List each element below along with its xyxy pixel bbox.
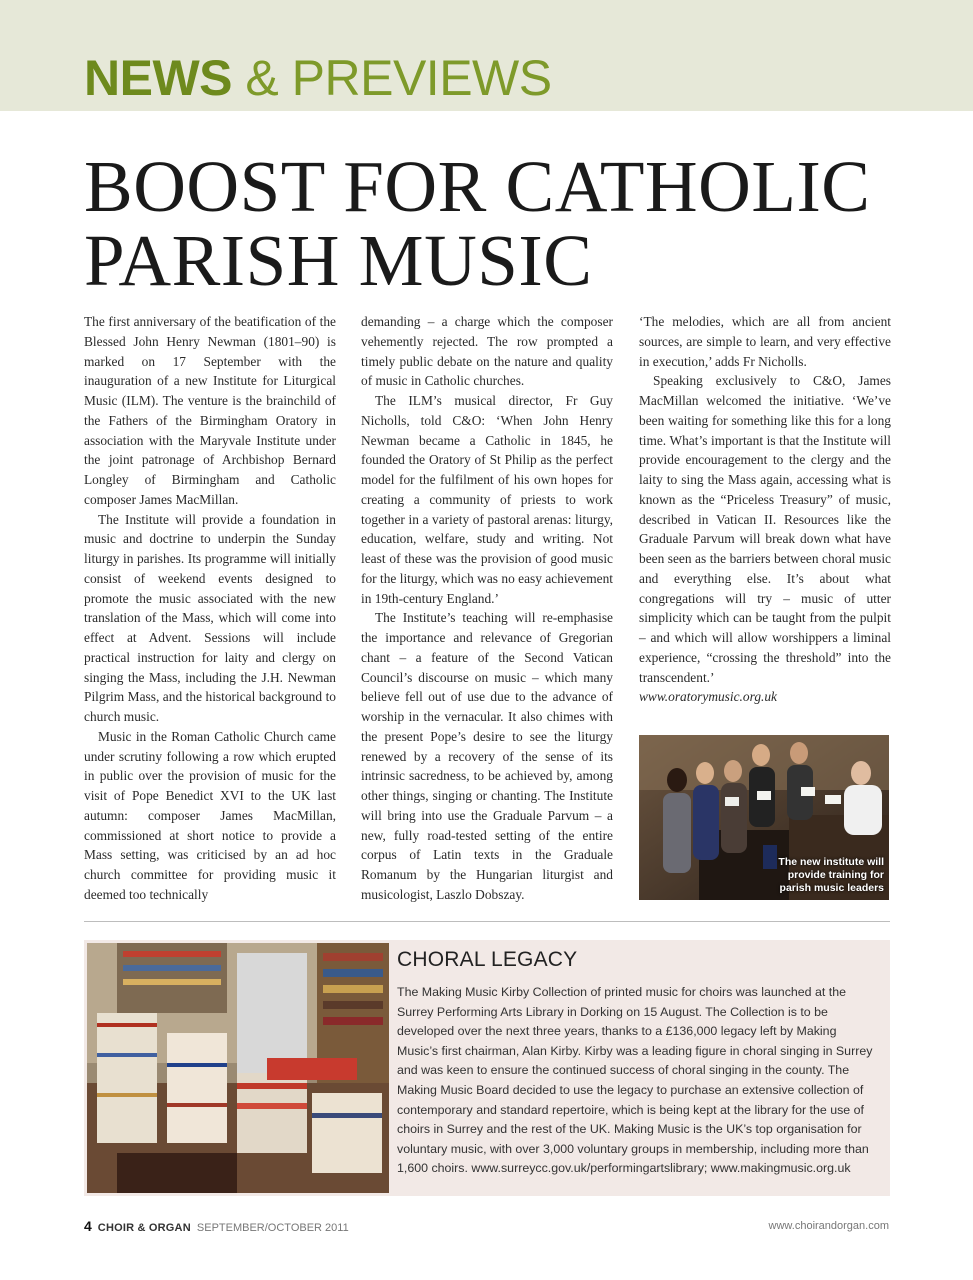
article-paragraph: ‘The melodies, which are all from ancient sources, are simple to learn, and very effective in execution,’ adds Fr Nicholls. [639,314,891,369]
article-paragraph: demanding – a charge which the composer vehemently rejected. The row prompted a timely public debate on the nature and quality of music in Catholic churches. [361,314,613,389]
issue-date: SEPTEMBER/OCTOBER 2011 [196,1222,349,1234]
article-column-3 [639,312,891,707]
article-paragraph: The ILM’s musical director, Fr Guy Nicholls, told C&O: ‘When John Henry Newman became a Catholic in 1845, he founded the Oratory of St Philip as the perfect model for the fulfilment of his own hopes for creating a community of priests to work together in a variety of pastoral arenas: liturgy, education, welfare, study and writing. Not least of these was the provision of good music for the liturgy, which was no easy achievement in 19th-century England.’ [361,393,613,606]
divider [84,921,890,922]
section-title-light: & PREVIEWS [245,50,552,106]
section-title-strong: NEWS [84,50,232,106]
article-paragraph: Music in the Roman Catholic Church came under scrutiny following a row which erupted in public over the provision of music for the visit of Pope Benedict XVI to the UK last autumn: composer James MacMillan, commissioned at short notice to provide a Mass setting, was criticised by an ad hoc church committee for providing music it deemed too technically [84,728,336,902]
article-paragraph: Speaking exclusively to C&O, James MacMillan welcomed the initiative. ‘We’ve been waiting for something like this for a long time. What’s important is that the Institute will provide encouragement to the clergy and the laity to sing the Mass again, accessing what is known as the “Priceless Treasury” of music, described in Vatican II. Resources like the Graduale Parvum will break down what have been seen as the barriers between choral music and everything else. It’s about what congregations will try – music of utter simplicity which can be taught from the pulpit – and which will allow worshippers a liminal experience, “crossing the threshold” into the transcendent.’ [639,373,891,685]
footer-left [84,1218,349,1234]
article-paragraph: The Institute’s teaching will re-emphasise the importance and relevance of Gregorian chant – a feature of the Second Vatican Council’s discourse on music – which many believe fell out of use due to the advance of worship in the vernacular. It also chimes with the present Pope’s desire to see the liturgy renewed by a recovery of the sense of its intrinsic sacredness, to be achieved by, among other things, singing or chanting. The Institute will bring into use the Graduale Parvum – a new, fully road-tested setting of the entire corpus of Latin texts in the Graduale Romanum by the Hungarian liturgist and musicologist, Laszlo Dobszay. [361,610,613,902]
sidebar-title: CHORAL LEGACY [397,948,578,971]
sidebar-box [84,940,890,1196]
page-number: 4 [84,1218,92,1234]
article-paragraph: The Institute will provide a foundation in music and doctrine to underpin the Sunday liturgy in parishes. Its programme will initially consist of weekend events designed to promote the music associated with the new translation of the Mass, which will come into effect at Advent. Sessions will include practical instruction for laity and clergy on singing the Mass, including the J.H. Newman Pilgrim Mass, and the historical background to church music. [84,511,336,724]
article-column-1 [84,312,336,905]
section-title [84,46,552,110]
article-headline: BOOST FOR CATHOLIC PARISH MUSIC [84,146,871,301]
sidebar-body: The Making Music Kirby Collection of printed music for choirs was launched at the Surrey Performing Arts Library in Dorking on 15 August. The Collection is to be developed over the next three years, thanks to a £136,000 legacy left by Making Music’s first chairman, Alan Kirby. Kirby was a leading figure in choral singing in Surrey and was keen to ensure the continued success of choral singing in the county. The Making Music Board decided to use the legacy to purchase an extensive collection of contemporary and standard repertoire, which is being kept at the library for the use of choirs in Surrey and the rest of the UK. Making Music is the UK’s top organisation for voluntary music, with over 3,000 voluntary groups in membership, including more than 1,600 choirs. www.surreycc.gov.uk/performingartslibrary; www.makingmusic.org.uk [397,985,873,1176]
magazine-name: CHOIR & ORGAN [97,1222,191,1234]
article-column-2 [361,312,613,905]
footer-url[interactable]: www.choirandorgan.com [768,1220,889,1232]
article-link[interactable]: www.oratorymusic.org.uk [639,689,777,705]
library-photo-image [87,943,389,1193]
photo-caption: The new institute will provide training for parish music leaders [778,856,884,894]
choir-photo [639,735,889,900]
article-paragraph: The first anniversary of the beatification of the Blessed John Henry Newman (1801–90) is marked on 17 September with the inauguration of a new Institute for Liturgical Music (ILM). The venture is the brainchild of the Fathers of the Birmingham Oratory in association with the Maryvale Institute under the joint patronage of Archbishop Bernard Longley of Birmingham and Catholic composer James MacMillan. [84,314,336,507]
library-photo [87,943,389,1193]
